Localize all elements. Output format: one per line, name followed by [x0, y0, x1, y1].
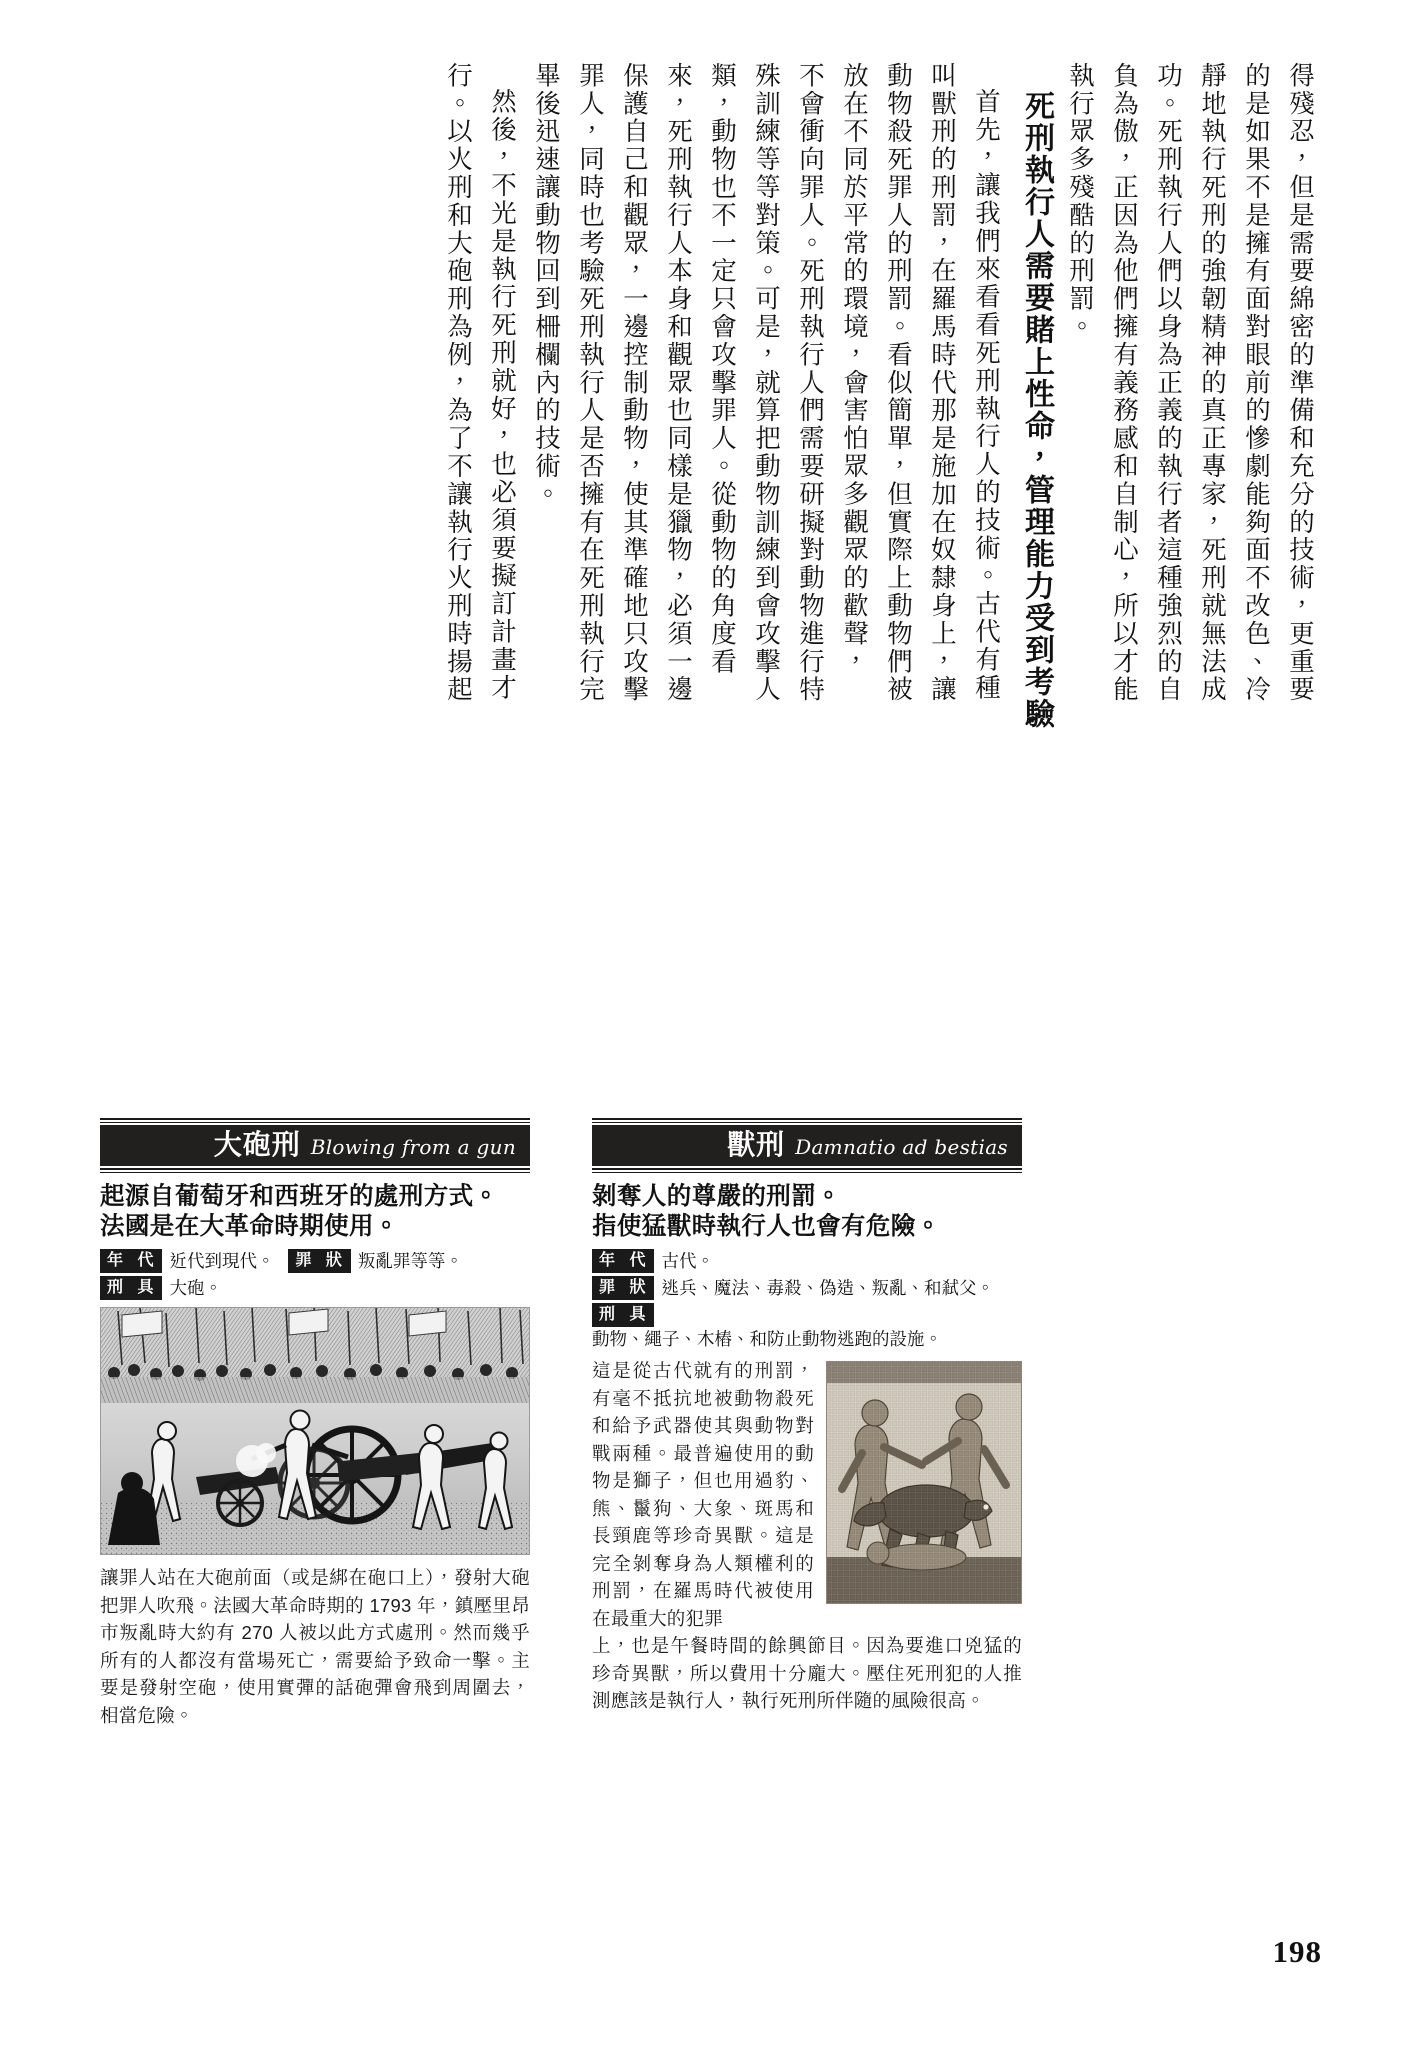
article-column: 來，死刑執行人本身和觀眾也同樣是獵物，必須一邊: [664, 62, 693, 704]
metadata-value-era: 古代。: [661, 1251, 714, 1271]
panel-title-cn: 獸刑: [727, 1129, 786, 1161]
panel-caption-tail: 上，也是午餐時間的餘興節目。因為要進口兇猛的珍奇異獸，所以費用十分龐大。壓住死刑犯的人推測應該是執行人，執行死刑所伴隨的風險很高。: [592, 1635, 1022, 1711]
panel-rule-bottom: [100, 1168, 530, 1173]
panel-subtitle-line: 指使猛獸時執行人也會有危險。: [592, 1213, 941, 1240]
article-column: 得殘忍，但是需要綿密的準備和充分的技術，更重要: [1286, 62, 1315, 704]
panel-caption: 讓罪人站在大砲前面（或是綁在砲口上），發射大砲把罪人吹飛。法國大革命時期的 1793 年，鎮壓里昂市叛亂時大約有 270 人被以此方式處刑。然而幾乎所有的人都沒有當場死亡，需要給予致命一擊。主要是發射空砲，使用實彈的話砲彈會飛到周圍去，相當危險。: [100, 1567, 530, 1726]
article-column: 執行眾多殘酷的刑罰。: [1066, 62, 1095, 341]
panel-title-latin: Damnatio ad bestias: [795, 1134, 1008, 1159]
panel-subtitle: [592, 1182, 1022, 1242]
metadata-label-crime: 罪 狀: [592, 1276, 654, 1300]
article-column: 不會衝向罪人。死刑執行人們需要研擬對動物進行特: [796, 62, 825, 704]
panel-title-bar: [100, 1125, 530, 1166]
metadata-row: [592, 1249, 1022, 1273]
cannon-execution-engraving-icon: [100, 1307, 530, 1555]
panel-caption: 這是從古代就有的刑罰，有毫不抵抗地被動物殺死和給予武器使其與動物對戰兩種。最普遍使用的動物是獅子，但也用過豹、熊、鬣狗、大象、斑馬和長頸鹿等珍奇異獸。這是完全剝奪身為人類權利的刑罰，在羅馬時代被使用在最重大的犯罪: [592, 1360, 814, 1629]
metadata-value-tool: 動物、繩子、木樁、和防止動物逃跑的設施。: [592, 1329, 942, 1349]
article-column: 罪人，同時也考驗死刑執行人是否擁有在死刑執行完: [576, 62, 605, 704]
metadata-label-tool: 刑 具: [100, 1276, 162, 1300]
metadata-value-crime: 逃兵、魔法、毒殺、偽造、叛亂、和弒父。: [661, 1278, 994, 1298]
article-column: 負為傲，正因為他們擁有義務感和自制心，所以才能: [1110, 62, 1139, 704]
article-column: 功。死刑執行人們以身為正義的執行者這種強烈的自: [1154, 62, 1183, 704]
metadata-label-crime: 罪 狀: [288, 1249, 350, 1273]
panel-metadata: [592, 1249, 1022, 1351]
metadata-row: [592, 1303, 1022, 1351]
article-column: 叫獸刑的刑罰，在羅馬時代那是施加在奴隸身上，讓: [928, 62, 957, 704]
metadata-label-era: 年 代: [592, 1249, 654, 1273]
metadata-value-era: 近代到現代。: [169, 1251, 275, 1271]
article-column: 的是如果不是擁有面對眼前的慘劇能夠面不改色、冷: [1242, 62, 1271, 704]
article-section-heading: 死刑執行人需要賭上性命，管理能力受到考驗: [1020, 90, 1053, 730]
article-column: 行。以火刑和大砲刑為例，為了不讓執行火刑時揚起: [444, 62, 473, 704]
article-column: 畢後迅速讓動物回到柵欄內的技術。: [532, 62, 561, 509]
metadata-row: [100, 1276, 530, 1300]
panel-subtitle-line: 法國是在大革命時期使用。: [100, 1213, 399, 1240]
panel-subtitle-line: 剝奪人的尊嚴的刑罰。: [592, 1183, 841, 1210]
panel-title-latin: Blowing from a gun: [310, 1134, 516, 1159]
metadata-row: [592, 1276, 1022, 1300]
panel-subtitle-line: 起源自葡萄牙和西班牙的處刑方式。: [100, 1183, 499, 1210]
panel-body-flow: [592, 1357, 1022, 1715]
article-column: 殊訓練等等對策。可是，就算把動物訓練到會攻擊人: [752, 62, 781, 704]
panel-damnatio-ad-bestias: [592, 1118, 1022, 1918]
panel-title-bar: [592, 1125, 1022, 1166]
panel-rule-bottom: [592, 1168, 1022, 1173]
article-column: 靜地執行死刑的強韌精神的真正專家，死刑就無法成: [1198, 62, 1227, 704]
article-column: 放在不同於平常的環境，會害怕眾多觀眾的歡聲，: [840, 62, 869, 676]
panel-metadata: [100, 1249, 530, 1300]
page-number: 198: [1272, 1934, 1322, 1969]
panel-subtitle: [100, 1182, 530, 1242]
panel-blowing-from-a-gun: [100, 1118, 530, 1918]
metadata-value-tool: 大砲。: [169, 1278, 222, 1298]
metadata-label-tool: 刑 具: [592, 1303, 654, 1327]
metadata-label-era: 年 代: [100, 1249, 162, 1273]
metadata-value-crime: 叛亂罪等等。: [357, 1251, 463, 1271]
panel-rule-top: [592, 1118, 1022, 1123]
article-column: 然後，不光是執行死刑就好，也必須要擬訂計畫才: [488, 88, 517, 702]
punishment-panels: [100, 1118, 1322, 1918]
article-column: 首先，讓我們來看看死刑執行人的技術。古代有種: [972, 88, 1001, 702]
panel-rule-top: [100, 1118, 530, 1123]
panel-title-cn: 大砲刑: [213, 1129, 301, 1161]
roman-mosaic-illustration: [826, 1361, 1022, 1604]
roman-mosaic-beast-execution-icon: [826, 1361, 1022, 1604]
cannon-execution-illustration: [100, 1307, 530, 1555]
article-column: 保護自己和觀眾，一邊控制動物，使其準確地只攻擊: [620, 62, 649, 704]
metadata-row: [100, 1249, 530, 1273]
article-column: 類，動物也不一定只會攻擊罪人。從動物的角度看: [708, 62, 737, 676]
article-column: 動物殺死罪人的刑罰。看似簡單，但實際上動物們被: [884, 62, 913, 704]
vertical-article-body: [100, 62, 1322, 762]
